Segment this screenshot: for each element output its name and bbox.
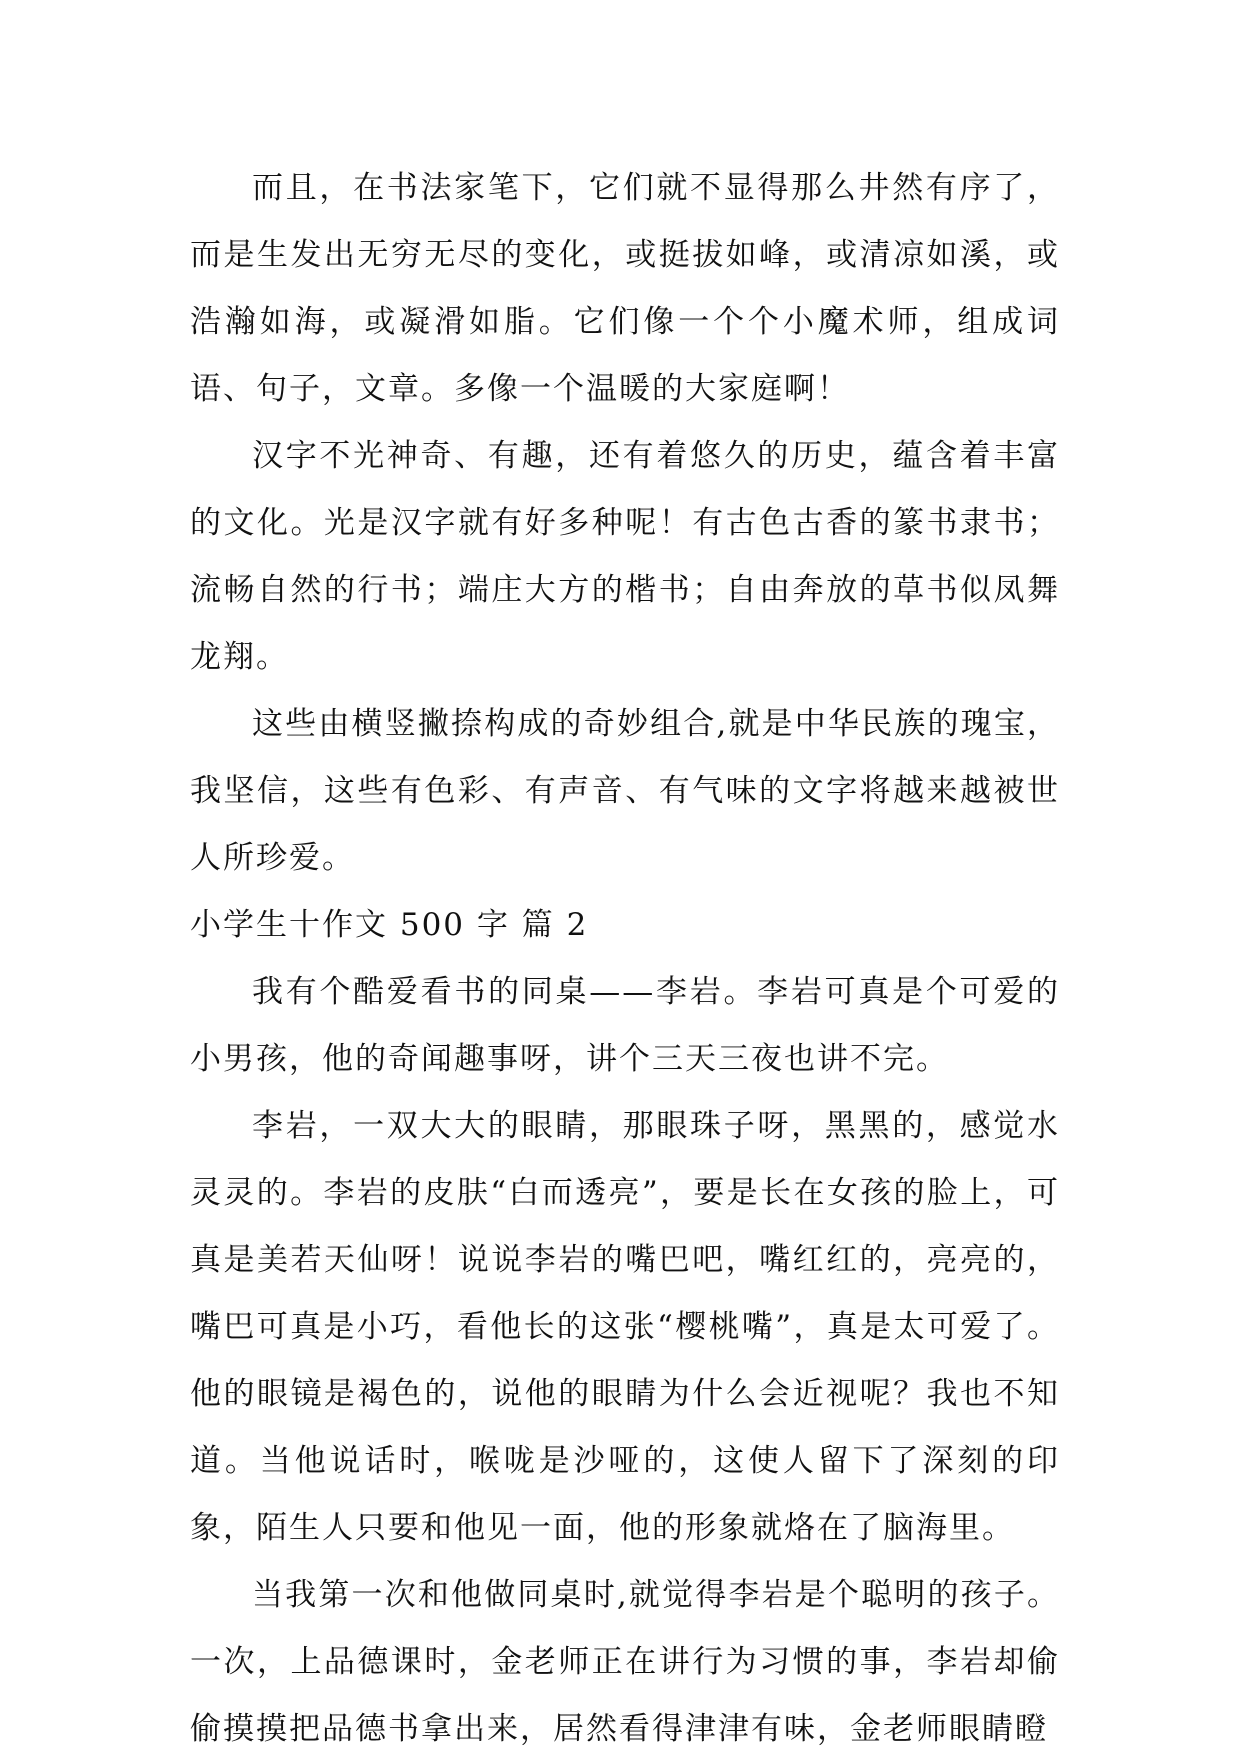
paragraph: 当我第一次和他做同桌时,就觉得李岩是个聪明的孩子。一次，上品德课时，金老师正在讲行为习惯的事，李岩却偷偷摸摸把品德书拿出来，居然看得津津有味，金老师眼睛瞪 (190, 1577, 1060, 1747)
document-page (190, 155, 1060, 1763)
paragraph: 这些由横竖撇捺构成的奇妙组合,就是中华民族的瑰宝，我坚信，这些有色彩、有声音、有气味的文字将越来越被世人所珍爱。 (190, 706, 1060, 876)
paragraph: 李岩，一双大大的眼睛，那眼珠子呀，黑黑的，感觉水灵灵的。李岩的皮肤“白而透亮”，要是长在女孩的脸上，可真是美若天仙呀！说说李岩的嘴巴吧，嘴红红的，亮亮的，嘴巴可真是小巧，看他长的这张“樱桃嘴”，真是太可爱了。他的眼镜是褐色的，说他的眼睛为什么会近视呢？我也不知道。当他说话时，喉咙是沙哑的，这使人留下了深刻的印象，陌生人只要和他见一面，他的形象就烙在了脑海里。 (190, 1108, 1060, 1546)
section-heading: 小学生十作文 500 字 篇 2 (190, 907, 589, 943)
paragraph: 我有个酷爱看书的同桌——李岩。李岩可真是个可爱的小男孩，他的奇闻趣事呀，讲个三天三夜也讲不完。 (190, 974, 1060, 1077)
paragraph: 汉字不光神奇、有趣，还有着悠久的历史，蕴含着丰富的文化。光是汉字就有好多种呢！有古色古香的篆书隶书；流畅自然的行书；端庄大方的楷书；自由奔放的草书似凤舞龙翔。 (190, 438, 1060, 675)
paragraph: 而且，在书法家笔下，它们就不显得那么井然有序了，而是生发出无穷无尽的变化，或挺拔如峰，或清凉如溪，或浩瀚如海，或凝滑如脂。它们像一个个小魔术师，组成词语、句子，文章。多像一个温暖的大家庭啊！ (190, 170, 1060, 407)
